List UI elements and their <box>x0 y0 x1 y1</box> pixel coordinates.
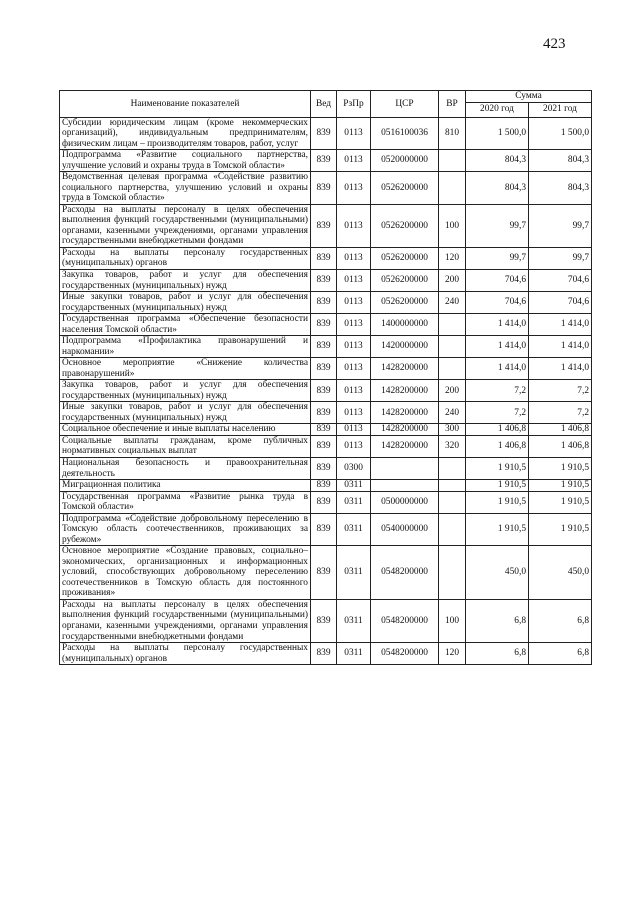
cell-ved: 839 <box>311 172 337 205</box>
cell-y2020: 1 910,5 <box>466 480 529 492</box>
header-rzpr: РзПр <box>337 91 371 118</box>
cell-csr: 0526200000 <box>371 204 439 247</box>
cell-name: Иные закупки товаров, работ и услуг для обеспечения государственных (муниципальных) нужд <box>60 402 311 424</box>
cell-ved: 839 <box>311 458 337 480</box>
cell-y2021: 1 910,5 <box>529 491 592 513</box>
cell-rzpr: 0113 <box>337 172 371 205</box>
cell-csr: 0516100036 <box>371 117 439 150</box>
cell-csr: 0526200000 <box>371 292 439 314</box>
cell-rzpr: 0300 <box>337 458 371 480</box>
cell-y2020: 1 406,8 <box>466 435 529 457</box>
cell-rzpr: 0311 <box>337 546 371 600</box>
cell-name: Расходы на выплаты персоналу в целях обеспечения выполнения функций государственными (муниципальными) органами, казенными учреждениями, органами управления государственными внебюджетными фондами <box>60 204 311 247</box>
cell-vr <box>439 480 466 492</box>
cell-y2021: 1 414,0 <box>529 314 592 336</box>
table-row <box>60 491 592 513</box>
cell-ved: 839 <box>311 380 337 402</box>
cell-y2020: 6,8 <box>466 599 529 642</box>
cell-y2020: 99,7 <box>466 247 529 269</box>
cell-vr <box>439 513 466 546</box>
cell-vr: 320 <box>439 435 466 457</box>
cell-vr: 200 <box>439 269 466 291</box>
cell-name: Основное мероприятие «Создание правовых, социально–экономических, организационных и информационных условий, способствующих добровольному переселению соотечественников в Томскую область для постоянного проживания» <box>60 546 311 600</box>
cell-name: Национальная безопасность и правоохранительная деятельность <box>60 458 311 480</box>
cell-y2021: 704,6 <box>529 269 592 291</box>
table-row <box>60 292 592 314</box>
cell-y2020: 704,6 <box>466 269 529 291</box>
cell-ved: 839 <box>311 480 337 492</box>
cell-name: Основное мероприятие «Снижение количества правонарушений» <box>60 358 311 380</box>
cell-ved: 839 <box>311 491 337 513</box>
cell-vr: 240 <box>439 402 466 424</box>
cell-y2021: 804,3 <box>529 150 592 172</box>
table-row <box>60 204 592 247</box>
table-body <box>60 117 592 665</box>
cell-y2020: 99,7 <box>466 204 529 247</box>
table-row <box>60 380 592 402</box>
cell-vr: 810 <box>439 117 466 150</box>
table-row <box>60 424 592 436</box>
cell-name: Государственная программа «Развитие рынка труда в Томской области» <box>60 491 311 513</box>
cell-vr: 200 <box>439 380 466 402</box>
cell-y2021: 1 910,5 <box>529 458 592 480</box>
cell-rzpr: 0113 <box>337 117 371 150</box>
cell-rzpr: 0113 <box>337 314 371 336</box>
cell-rzpr: 0311 <box>337 491 371 513</box>
cell-name: Подпрограмма «Профилактика правонарушений и наркомании» <box>60 336 311 358</box>
cell-y2020: 1 414,0 <box>466 336 529 358</box>
cell-rzpr: 0113 <box>337 358 371 380</box>
cell-ved: 839 <box>311 150 337 172</box>
table-row <box>60 435 592 457</box>
cell-y2021: 804,3 <box>529 172 592 205</box>
cell-rzpr: 0311 <box>337 480 371 492</box>
cell-ved: 839 <box>311 314 337 336</box>
cell-y2020: 1 910,5 <box>466 491 529 513</box>
cell-rzpr: 0113 <box>337 204 371 247</box>
cell-vr: 300 <box>439 424 466 436</box>
cell-name: Закупка товаров, работ и услуг для обеспечения государственных (муниципальных) нужд <box>60 380 311 402</box>
cell-csr: 0526200000 <box>371 269 439 291</box>
cell-name: Миграционная политика <box>60 480 311 492</box>
cell-ved: 839 <box>311 435 337 457</box>
cell-rzpr: 0113 <box>337 402 371 424</box>
cell-ved: 839 <box>311 402 337 424</box>
table-row <box>60 336 592 358</box>
cell-y2021: 7,2 <box>529 402 592 424</box>
table-row <box>60 358 592 380</box>
cell-y2021: 1 414,0 <box>529 336 592 358</box>
budget-table <box>59 90 592 665</box>
cell-ved: 839 <box>311 424 337 436</box>
header-name: Наименование показателей <box>60 91 311 118</box>
cell-vr <box>439 491 466 513</box>
table-row <box>60 546 592 600</box>
cell-y2020: 7,2 <box>466 380 529 402</box>
cell-name: Социальное обеспечение и иные выплаты населению <box>60 424 311 436</box>
cell-name: Государственная программа «Обеспечение безопасности населения Томской области» <box>60 314 311 336</box>
cell-y2021: 1 500,0 <box>529 117 592 150</box>
cell-y2021: 1 910,5 <box>529 480 592 492</box>
cell-rzpr: 0113 <box>337 424 371 436</box>
cell-ved: 839 <box>311 292 337 314</box>
header-sum: Сумма <box>466 91 592 103</box>
cell-vr <box>439 358 466 380</box>
cell-y2020: 704,6 <box>466 292 529 314</box>
cell-vr <box>439 172 466 205</box>
cell-name: Подпрограмма «Развитие социального партнерства, улучшение условий и охраны труда в Томской области» <box>60 150 311 172</box>
table-row <box>60 458 592 480</box>
cell-rzpr: 0113 <box>337 336 371 358</box>
cell-csr: 1420000000 <box>371 336 439 358</box>
cell-y2021: 1 406,8 <box>529 424 592 436</box>
table-row <box>60 117 592 150</box>
cell-y2020: 1 414,0 <box>466 314 529 336</box>
cell-y2021: 6,8 <box>529 599 592 642</box>
cell-vr: 100 <box>439 204 466 247</box>
cell-rzpr: 0113 <box>337 435 371 457</box>
cell-csr: 1428200000 <box>371 424 439 436</box>
cell-rzpr: 0311 <box>337 599 371 642</box>
cell-name: Закупка товаров, работ и услуг для обеспечения государственных (муниципальных) нужд <box>60 269 311 291</box>
cell-name: Расходы на выплаты персоналу в целях обеспечения выполнения функций государственными (муниципальными) органами, казенными учреждениями, органами управления государственными внебюджетными фондами <box>60 599 311 642</box>
cell-ved: 839 <box>311 599 337 642</box>
cell-ved: 839 <box>311 643 337 665</box>
table-row <box>60 269 592 291</box>
cell-csr: 1428200000 <box>371 402 439 424</box>
cell-name: Ведомственная целевая программа «Содействие развитию социального партнерства, улучшению условий и охраны труда в Томской области» <box>60 172 311 205</box>
header-year-2020: 2020 год <box>466 102 529 117</box>
cell-y2021: 99,7 <box>529 204 592 247</box>
cell-csr <box>371 458 439 480</box>
header-year-2021: 2021 год <box>529 102 592 117</box>
cell-y2020: 804,3 <box>466 172 529 205</box>
table-row <box>60 402 592 424</box>
cell-rzpr: 0311 <box>337 643 371 665</box>
cell-name: Социальные выплаты гражданам, кроме публичных нормативных социальных выплат <box>60 435 311 457</box>
cell-ved: 839 <box>311 247 337 269</box>
cell-csr: 0526200000 <box>371 247 439 269</box>
cell-csr: 0548200000 <box>371 599 439 642</box>
cell-ved: 839 <box>311 269 337 291</box>
cell-y2020: 450,0 <box>466 546 529 600</box>
cell-vr: 240 <box>439 292 466 314</box>
cell-csr: 0526200000 <box>371 172 439 205</box>
cell-y2021: 1 406,8 <box>529 435 592 457</box>
cell-rzpr: 0113 <box>337 292 371 314</box>
cell-y2021: 704,6 <box>529 292 592 314</box>
cell-ved: 839 <box>311 204 337 247</box>
cell-csr: 0540000000 <box>371 513 439 546</box>
page-number: 423 <box>543 36 566 52</box>
cell-vr <box>439 314 466 336</box>
cell-y2021: 450,0 <box>529 546 592 600</box>
table-row <box>60 643 592 665</box>
cell-csr <box>371 480 439 492</box>
header-ved: Вед <box>311 91 337 118</box>
header-vr: ВР <box>439 91 466 118</box>
table-row <box>60 513 592 546</box>
cell-csr: 0548200000 <box>371 643 439 665</box>
table-row <box>60 599 592 642</box>
cell-name: Расходы на выплаты персоналу государственных (муниципальных) органов <box>60 643 311 665</box>
cell-y2021: 1 910,5 <box>529 513 592 546</box>
cell-y2020: 1 910,5 <box>466 513 529 546</box>
table-row <box>60 172 592 205</box>
cell-y2020: 7,2 <box>466 402 529 424</box>
cell-vr <box>439 336 466 358</box>
cell-vr <box>439 150 466 172</box>
cell-vr <box>439 458 466 480</box>
table-row <box>60 314 592 336</box>
cell-ved: 839 <box>311 358 337 380</box>
cell-y2020: 1 910,5 <box>466 458 529 480</box>
cell-y2020: 1 500,0 <box>466 117 529 150</box>
cell-rzpr: 0113 <box>337 380 371 402</box>
cell-ved: 839 <box>311 513 337 546</box>
cell-ved: 839 <box>311 546 337 600</box>
table-row <box>60 480 592 492</box>
cell-y2020: 804,3 <box>466 150 529 172</box>
cell-name: Иные закупки товаров, работ и услуг для обеспечения государственных (муниципальных) нужд <box>60 292 311 314</box>
cell-rzpr: 0113 <box>337 150 371 172</box>
cell-ved: 839 <box>311 336 337 358</box>
cell-vr: 120 <box>439 247 466 269</box>
table-row <box>60 247 592 269</box>
table-header <box>60 91 592 118</box>
cell-csr: 0500000000 <box>371 491 439 513</box>
cell-y2020: 1 414,0 <box>466 358 529 380</box>
cell-y2021: 99,7 <box>529 247 592 269</box>
cell-csr: 1428200000 <box>371 380 439 402</box>
cell-y2020: 6,8 <box>466 643 529 665</box>
cell-csr: 0548200000 <box>371 546 439 600</box>
cell-vr: 120 <box>439 643 466 665</box>
table-row <box>60 150 592 172</box>
cell-vr <box>439 546 466 600</box>
cell-y2021: 1 414,0 <box>529 358 592 380</box>
cell-rzpr: 0113 <box>337 269 371 291</box>
cell-y2021: 6,8 <box>529 643 592 665</box>
cell-csr: 1400000000 <box>371 314 439 336</box>
cell-name: Расходы на выплаты персоналу государственных (муниципальных) органов <box>60 247 311 269</box>
cell-y2020: 1 406,8 <box>466 424 529 436</box>
cell-rzpr: 0113 <box>337 247 371 269</box>
cell-ved: 839 <box>311 117 337 150</box>
cell-name: Субсидии юридическим лицам (кроме некоммерческих организаций), индивидуальным предпринимателям, физическим лицам – производителям товаров, работ, услуг <box>60 117 311 150</box>
header-csr: ЦСР <box>371 91 439 118</box>
cell-csr: 0520000000 <box>371 150 439 172</box>
cell-vr: 100 <box>439 599 466 642</box>
cell-rzpr: 0311 <box>337 513 371 546</box>
cell-name: Подпрограмма «Содействие добровольному переселению в Томскую область соотечественников, проживающих за рубежом» <box>60 513 311 546</box>
cell-csr: 1428200000 <box>371 358 439 380</box>
cell-csr: 1428200000 <box>371 435 439 457</box>
cell-y2021: 7,2 <box>529 380 592 402</box>
